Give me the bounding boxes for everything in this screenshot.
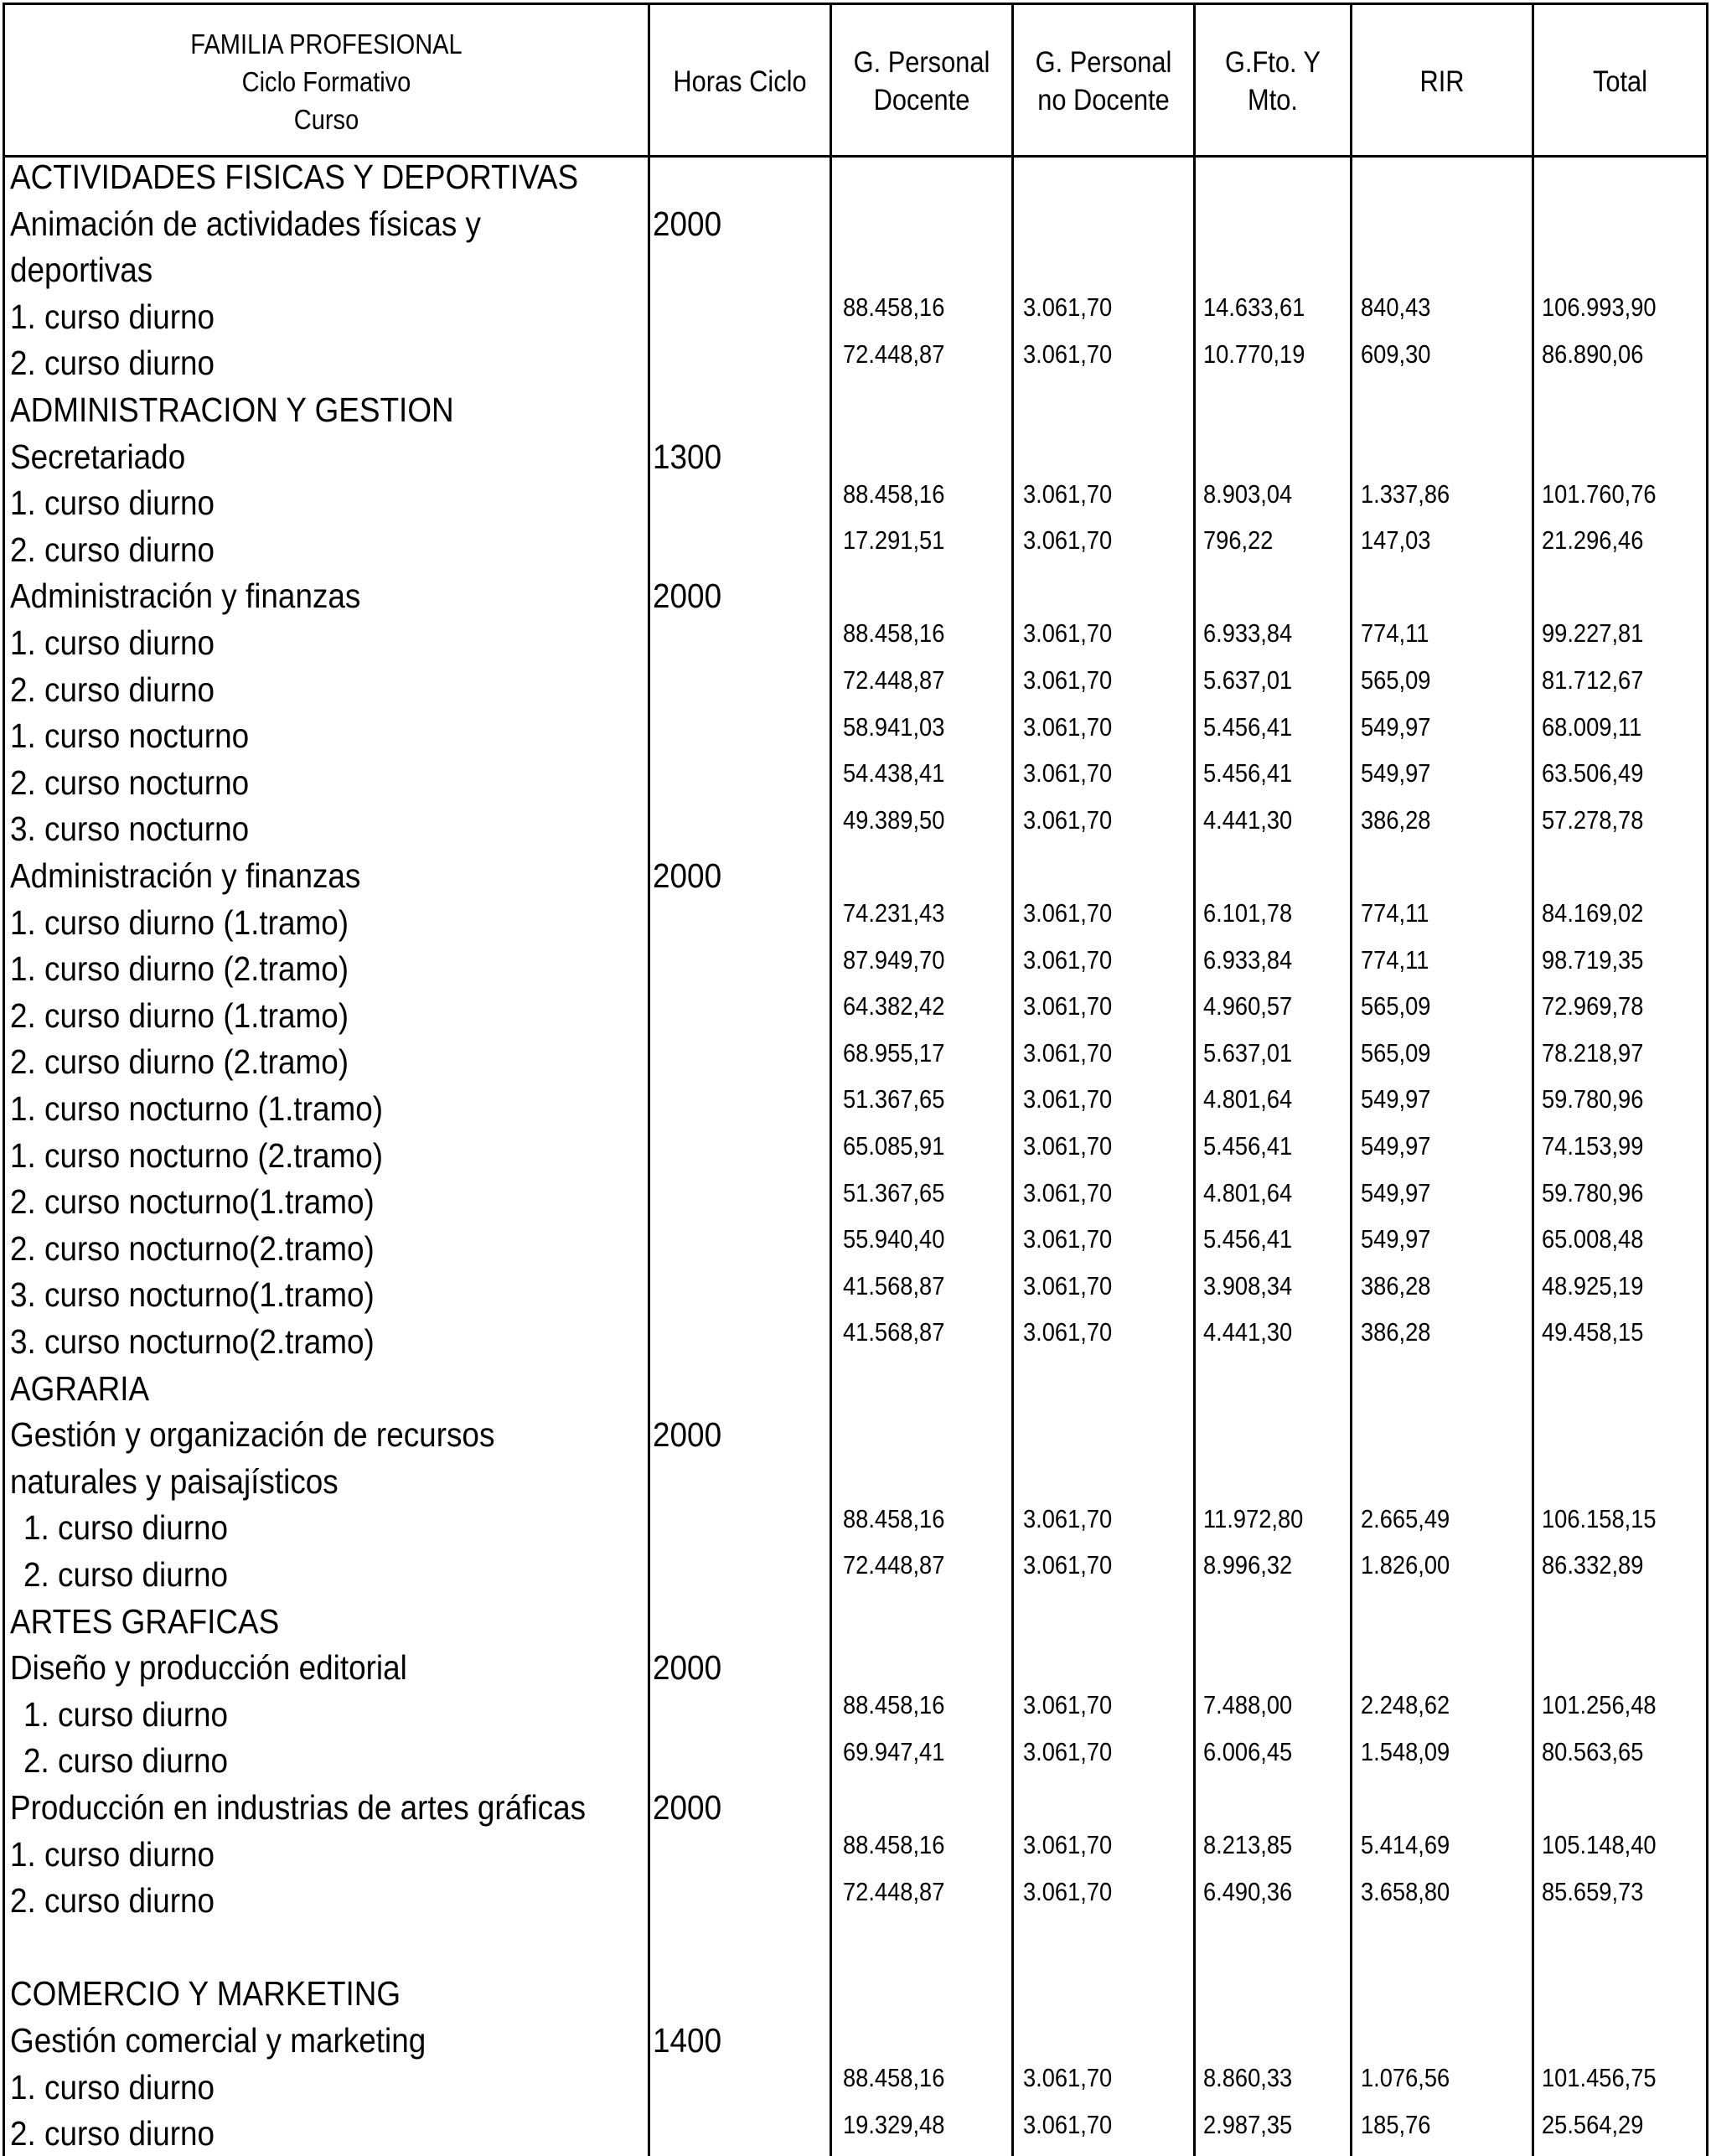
table-row — [5, 385, 1706, 432]
cell-g-fto-mto: 5.456,41 — [1203, 1224, 1293, 1254]
row-label: 1. curso diurno — [10, 297, 215, 336]
row-label: deportivas — [10, 251, 153, 290]
cell-rir: 185,76 — [1361, 2109, 1431, 2139]
table-row — [5, 1736, 1706, 1783]
cell-g-personal-docente: 49.389,50 — [843, 804, 945, 835]
cell-total: 21.296,46 — [1542, 525, 1644, 556]
cell-rir: 147,03 — [1361, 525, 1431, 556]
table-row — [5, 2015, 1706, 2062]
table-row — [5, 1316, 1706, 1363]
table-row — [5, 1829, 1706, 1876]
cell-g-personal-docente: 88.458,16 — [843, 478, 945, 509]
cell-g-fto-mto: 6.490,36 — [1203, 1876, 1293, 1906]
header-gpnd-line1: G. Personal — [1035, 46, 1172, 79]
row-horas: 1400 — [653, 2020, 722, 2060]
row-label: Administración y finanzas — [10, 856, 361, 895]
row-label: 1. curso diurno (2.tramo) — [10, 949, 349, 989]
cell-rir: 565,09 — [1361, 1037, 1431, 1068]
cell-total: 81.712,67 — [1542, 665, 1644, 695]
cell-g-personal-docente: 88.458,16 — [843, 292, 945, 323]
cell-total: 105.148,40 — [1542, 1830, 1657, 1859]
row-label: 1. curso diurno — [10, 623, 215, 662]
cell-rir: 386,28 — [1361, 1270, 1431, 1300]
cell-total: 85.659,73 — [1542, 1876, 1644, 1906]
cell-rir: 565,09 — [1361, 665, 1431, 695]
cell-g-personal-no-docente: 3.061,70 — [1023, 1736, 1113, 1766]
cell-g-personal-no-docente: 3.061,70 — [1023, 339, 1113, 369]
cell-g-personal-docente: 55.940,40 — [843, 1224, 945, 1254]
cell-total: 99.227,81 — [1542, 618, 1644, 649]
row-horas: 2000 — [653, 1415, 722, 1455]
table-row — [5, 2109, 1706, 2156]
cell-g-fto-mto: 4.801,64 — [1203, 1084, 1293, 1114]
cell-g-fto-mto: 5.637,01 — [1203, 665, 1293, 695]
cell-total: 86.890,06 — [1542, 339, 1644, 369]
cell-g-personal-no-docente: 3.061,70 — [1023, 1270, 1113, 1300]
row-label: Administración y finanzas — [10, 576, 361, 616]
header-gpd-line2: Docente — [873, 84, 970, 116]
cell-rir: 549,97 — [1361, 1131, 1431, 1161]
cell-rir: 1.826,00 — [1361, 1550, 1450, 1580]
table-row — [5, 1549, 1706, 1596]
cell-rir: 774,11 — [1361, 944, 1429, 975]
cell-rir: 549,97 — [1361, 1177, 1431, 1207]
row-label: ACTIVIDADES FISICAS Y DEPORTIVAS — [10, 157, 579, 196]
cell-g-fto-mto: 11.972,80 — [1203, 1503, 1304, 1533]
table-row — [5, 1689, 1706, 1736]
row-label: 2. curso diurno — [10, 344, 215, 383]
cell-total: 65.008,48 — [1542, 1224, 1644, 1254]
table-row — [5, 1596, 1706, 1643]
cell-rir: 1.548,09 — [1361, 1736, 1450, 1766]
cell-g-fto-mto: 10.770,19 — [1203, 339, 1305, 369]
cell-g-personal-no-docente: 3.061,70 — [1023, 944, 1113, 975]
cell-rir: 549,97 — [1361, 758, 1431, 788]
cell-g-fto-mto: 5.456,41 — [1203, 758, 1293, 788]
cell-g-personal-docente: 41.568,87 — [843, 1270, 945, 1300]
cell-g-personal-docente: 17.291,51 — [843, 525, 945, 556]
cell-g-personal-docente: 51.367,65 — [843, 1084, 945, 1114]
cell-g-fto-mto: 4.960,57 — [1203, 991, 1293, 1021]
row-label: 2. curso diurno — [23, 1741, 229, 1781]
row-label: 2. curso diurno — [10, 530, 215, 569]
row-label: 2. curso diurno — [23, 1554, 229, 1594]
cell-g-fto-mto: 8.860,33 — [1203, 2063, 1293, 2092]
cell-g-fto-mto: 6.933,84 — [1203, 618, 1293, 649]
table-row — [5, 990, 1706, 1037]
cell-g-personal-no-docente: 3.061,70 — [1023, 804, 1113, 835]
row-label: naturales y paisajísticos — [10, 1461, 339, 1501]
header-familia — [44, 5, 609, 158]
table-row — [5, 199, 1706, 246]
cell-g-fto-mto: 6.933,84 — [1203, 944, 1293, 975]
cell-g-fto-mto: 4.441,30 — [1203, 804, 1293, 835]
cell-g-fto-mto: 4.801,64 — [1203, 1177, 1293, 1207]
cell-total: 86.332,89 — [1542, 1550, 1644, 1580]
row-label: 1. curso diurno — [10, 483, 215, 523]
cell-g-personal-no-docente: 3.061,70 — [1023, 1503, 1113, 1533]
row-label: COMERCIO Y MARKETING — [10, 1974, 401, 2014]
row-label: 2. curso diurno — [10, 1881, 215, 1921]
cell-rir: 386,28 — [1361, 1317, 1431, 1347]
row-label: 2. curso nocturno(1.tramo) — [10, 1182, 375, 1222]
table-row — [5, 944, 1706, 991]
table-row — [5, 152, 1706, 199]
header-gfto-line1: G.Fto. Y — [1224, 46, 1321, 79]
cell-g-personal-docente: 64.382,42 — [843, 991, 945, 1021]
header-familia-line2: Ciclo Formativo — [241, 65, 411, 97]
table-row — [5, 292, 1706, 339]
table-row — [5, 1922, 1706, 1969]
cell-total: 25.564,29 — [1542, 2109, 1644, 2139]
cell-g-personal-docente: 72.448,87 — [843, 339, 945, 369]
cell-g-personal-no-docente: 3.061,70 — [1023, 292, 1113, 323]
table-row — [5, 897, 1706, 944]
cell-rir: 609,30 — [1361, 339, 1431, 369]
cell-rir: 3.658,80 — [1361, 1876, 1450, 1906]
row-label: Gestión comercial y marketing — [10, 2020, 426, 2060]
cell-g-personal-no-docente: 3.061,70 — [1023, 618, 1113, 649]
header-familia-line1: FAMILIA PROFESIONAL — [190, 28, 463, 59]
budget-table — [3, 3, 1708, 2156]
row-label: 2. curso nocturno — [10, 763, 250, 802]
header-gpd-line1: G. Personal — [853, 46, 990, 79]
row-label: 2. curso nocturno(2.tramo) — [10, 1228, 375, 1268]
table-row — [5, 339, 1706, 385]
cell-g-fto-mto: 2.987,35 — [1203, 2109, 1293, 2139]
cell-g-personal-docente: 58.941,03 — [843, 711, 945, 742]
cell-g-personal-no-docente: 3.061,70 — [1023, 665, 1113, 695]
cell-g-fto-mto: 8.996,32 — [1203, 1550, 1293, 1580]
row-label: Secretariado — [10, 437, 186, 476]
cell-g-fto-mto: 796,22 — [1203, 525, 1274, 556]
row-label: 1. curso nocturno (2.tramo) — [10, 1135, 384, 1175]
table-row — [5, 711, 1706, 758]
row-label: 2. curso diurno (1.tramo) — [10, 995, 349, 1035]
row-label: 2. curso diurno — [10, 2114, 215, 2153]
header-gpnd-line2: no Docente — [1037, 84, 1170, 116]
cell-g-fto-mto: 6.006,45 — [1203, 1736, 1293, 1766]
cell-g-personal-docente: 68.955,17 — [843, 1037, 945, 1068]
cell-total: 74.153,99 — [1542, 1131, 1644, 1161]
cell-g-personal-docente: 19.329,48 — [843, 2109, 945, 2139]
table-row — [5, 1037, 1706, 1084]
row-label: ARTES GRAFICAS — [10, 1601, 280, 1641]
table-row — [5, 1270, 1706, 1317]
cell-total: 106.993,90 — [1542, 292, 1657, 323]
cell-g-personal-no-docente: 3.061,70 — [1023, 1830, 1113, 1859]
row-label: 2. curso diurno (2.tramo) — [10, 1042, 349, 1082]
row-label: 1. curso diurno — [23, 1694, 229, 1734]
header-familia-line3: Curso — [293, 103, 359, 135]
cell-g-personal-no-docente: 3.061,70 — [1023, 478, 1113, 509]
cell-g-fto-mto: 8.903,04 — [1203, 478, 1293, 509]
cell-g-fto-mto: 5.456,41 — [1203, 1131, 1293, 1161]
cell-rir: 1.337,86 — [1361, 478, 1450, 509]
table-row — [5, 1177, 1706, 1224]
cell-g-personal-docente: 54.438,41 — [843, 758, 945, 788]
table-row — [5, 1130, 1706, 1177]
cell-g-personal-docente: 41.568,87 — [843, 1317, 945, 1347]
cell-total: 59.780,96 — [1542, 1177, 1644, 1207]
row-label: 3. curso nocturno(1.tramo) — [10, 1275, 375, 1315]
cell-g-fto-mto: 5.456,41 — [1203, 711, 1293, 742]
row-label: ADMINISTRACION Y GESTION — [10, 390, 454, 429]
row-label: 1. curso diurno — [23, 1508, 229, 1548]
cell-total: 63.506,49 — [1542, 758, 1644, 788]
cell-g-personal-docente: 88.458,16 — [843, 1503, 945, 1533]
row-horas: 2000 — [653, 576, 722, 616]
cell-g-personal-docente: 88.458,16 — [843, 1830, 945, 1859]
cell-g-personal-no-docente: 3.061,70 — [1023, 1177, 1113, 1207]
cell-g-personal-docente: 72.448,87 — [843, 1876, 945, 1906]
cell-g-personal-no-docente: 3.061,70 — [1023, 1084, 1113, 1114]
cell-total: 59.780,96 — [1542, 1084, 1644, 1114]
cell-rir: 5.414,69 — [1361, 1830, 1450, 1859]
row-label: 3. curso nocturno — [10, 809, 250, 849]
cell-g-personal-no-docente: 3.061,70 — [1023, 711, 1113, 742]
cell-rir: 549,97 — [1361, 711, 1431, 742]
table-row — [5, 525, 1706, 571]
cell-total: 68.009,11 — [1542, 711, 1642, 742]
header-g-personal-docente — [843, 5, 1000, 158]
row-label: 2. curso diurno — [10, 670, 215, 709]
cell-g-personal-no-docente: 3.061,70 — [1023, 2063, 1113, 2092]
cell-g-fto-mto: 14.633,61 — [1203, 292, 1305, 323]
cell-g-personal-no-docente: 3.061,70 — [1023, 525, 1113, 556]
header-horas-label: Horas Ciclo — [673, 65, 807, 98]
cell-g-personal-docente: 69.947,41 — [843, 1736, 945, 1766]
table-row — [5, 1876, 1706, 1923]
cell-g-fto-mto: 3.908,34 — [1203, 1270, 1293, 1300]
row-horas: 1300 — [653, 437, 722, 476]
cell-g-personal-no-docente: 3.061,70 — [1023, 991, 1113, 1021]
row-label: 1. curso nocturno (1.tramo) — [10, 1088, 384, 1128]
table-row — [5, 664, 1706, 711]
cell-g-personal-no-docente: 3.061,70 — [1023, 1550, 1113, 1580]
table-row — [5, 1410, 1706, 1457]
cell-g-personal-no-docente: 3.061,70 — [1023, 898, 1113, 928]
header-g-fto-mto — [1205, 5, 1341, 158]
row-horas: 2000 — [653, 856, 722, 895]
row-label: Animación de actividades físicas y — [10, 204, 481, 243]
header-rir-label: RIR — [1419, 65, 1465, 98]
cell-g-personal-no-docente: 3.061,70 — [1023, 2109, 1113, 2139]
row-horas: 2000 — [653, 204, 722, 243]
cell-g-personal-docente: 72.448,87 — [843, 665, 945, 695]
cell-total: 101.760,76 — [1542, 478, 1657, 509]
cell-g-personal-no-docente: 3.061,70 — [1023, 1131, 1113, 1161]
header-gfto-line2: Mto. — [1248, 84, 1298, 116]
row-label: Producción en industrias de artes gráficas — [10, 1787, 587, 1827]
table-row — [5, 1782, 1706, 1829]
table-row — [5, 804, 1706, 851]
cell-rir: 774,11 — [1361, 618, 1429, 649]
cell-g-personal-docente: 65.085,91 — [843, 1131, 945, 1161]
table-row — [5, 246, 1706, 292]
cell-rir: 386,28 — [1361, 804, 1431, 835]
header-rir — [1363, 5, 1521, 158]
cell-total: 101.456,75 — [1542, 2063, 1657, 2092]
table-row — [5, 478, 1706, 525]
cell-total: 101.256,48 — [1542, 1690, 1657, 1720]
cell-rir: 840,43 — [1361, 292, 1431, 323]
cell-g-personal-no-docente: 3.061,70 — [1023, 1037, 1113, 1068]
table-row — [5, 1503, 1706, 1550]
cell-rir: 565,09 — [1361, 991, 1431, 1021]
row-horas: 2000 — [653, 1648, 722, 1688]
cell-total: 72.969,78 — [1542, 991, 1644, 1021]
row-label: 1. curso diurno — [10, 1834, 215, 1874]
cell-g-fto-mto: 6.101,78 — [1203, 898, 1293, 928]
cell-rir: 549,97 — [1361, 1084, 1431, 1114]
table-row — [5, 571, 1706, 618]
cell-g-fto-mto: 7.488,00 — [1203, 1690, 1293, 1720]
cell-total: 48.925,19 — [1542, 1270, 1644, 1300]
cell-g-personal-docente: 88.458,16 — [843, 618, 945, 649]
cell-total: 49.458,15 — [1542, 1317, 1644, 1347]
cell-rir: 1.076,56 — [1361, 2063, 1450, 2092]
cell-rir: 774,11 — [1361, 898, 1429, 928]
table-row — [5, 2062, 1706, 2109]
row-horas: 2000 — [653, 1787, 722, 1827]
cell-total: 98.719,35 — [1542, 944, 1644, 975]
cell-total: 106.158,15 — [1542, 1503, 1657, 1533]
row-label: Gestión y organización de recursos — [10, 1415, 495, 1455]
cell-total: 80.563,65 — [1542, 1736, 1644, 1766]
cell-total: 84.169,02 — [1542, 898, 1644, 928]
cell-g-personal-no-docente: 3.061,70 — [1023, 758, 1113, 788]
cell-g-personal-docente: 87.949,70 — [843, 944, 945, 975]
cell-g-personal-no-docente: 3.061,70 — [1023, 1224, 1113, 1254]
row-label: 1. curso diurno (1.tramo) — [10, 902, 349, 942]
table-row — [5, 1083, 1706, 1130]
header-total — [1544, 5, 1695, 158]
table-row — [5, 1363, 1706, 1410]
table-row — [5, 1456, 1706, 1503]
cell-g-personal-no-docente: 3.061,70 — [1023, 1317, 1113, 1347]
header-g-personal-no-docente — [1025, 5, 1182, 158]
cell-rir: 2.665,49 — [1361, 1503, 1450, 1533]
cell-rir: 2.248,62 — [1361, 1690, 1450, 1720]
row-label: Diseño y producción editorial — [10, 1648, 407, 1688]
cell-g-personal-docente: 72.448,87 — [843, 1550, 945, 1580]
cell-g-fto-mto: 5.637,01 — [1203, 1037, 1293, 1068]
table-row — [5, 1223, 1706, 1270]
row-label: 1. curso diurno — [10, 2067, 215, 2107]
table-row — [5, 757, 1706, 804]
table-row — [5, 851, 1706, 897]
cell-rir: 549,97 — [1361, 1224, 1431, 1254]
cell-g-personal-docente: 88.458,16 — [843, 2063, 945, 2092]
row-label: 3. curso nocturno(2.tramo) — [10, 1321, 375, 1361]
table-row — [5, 1969, 1706, 2016]
header-horas — [661, 5, 819, 158]
cell-g-personal-no-docente: 3.061,70 — [1023, 1690, 1113, 1720]
row-label: 1. curso nocturno — [10, 716, 250, 756]
cell-g-fto-mto: 8.213,85 — [1203, 1830, 1293, 1859]
table-row — [5, 618, 1706, 664]
cell-g-personal-docente: 51.367,65 — [843, 1177, 945, 1207]
cell-g-fto-mto: 4.441,30 — [1203, 1317, 1293, 1347]
cell-g-personal-no-docente: 3.061,70 — [1023, 1876, 1113, 1906]
table-row — [5, 1643, 1706, 1690]
cell-total: 57.278,78 — [1542, 804, 1644, 835]
header-total-label: Total — [1592, 65, 1648, 98]
cell-g-personal-docente: 74.231,43 — [843, 898, 945, 928]
row-label: AGRARIA — [10, 1368, 150, 1408]
cell-g-personal-docente: 88.458,16 — [843, 1690, 945, 1720]
table-row — [5, 432, 1706, 478]
cell-total: 78.218,97 — [1542, 1037, 1644, 1068]
